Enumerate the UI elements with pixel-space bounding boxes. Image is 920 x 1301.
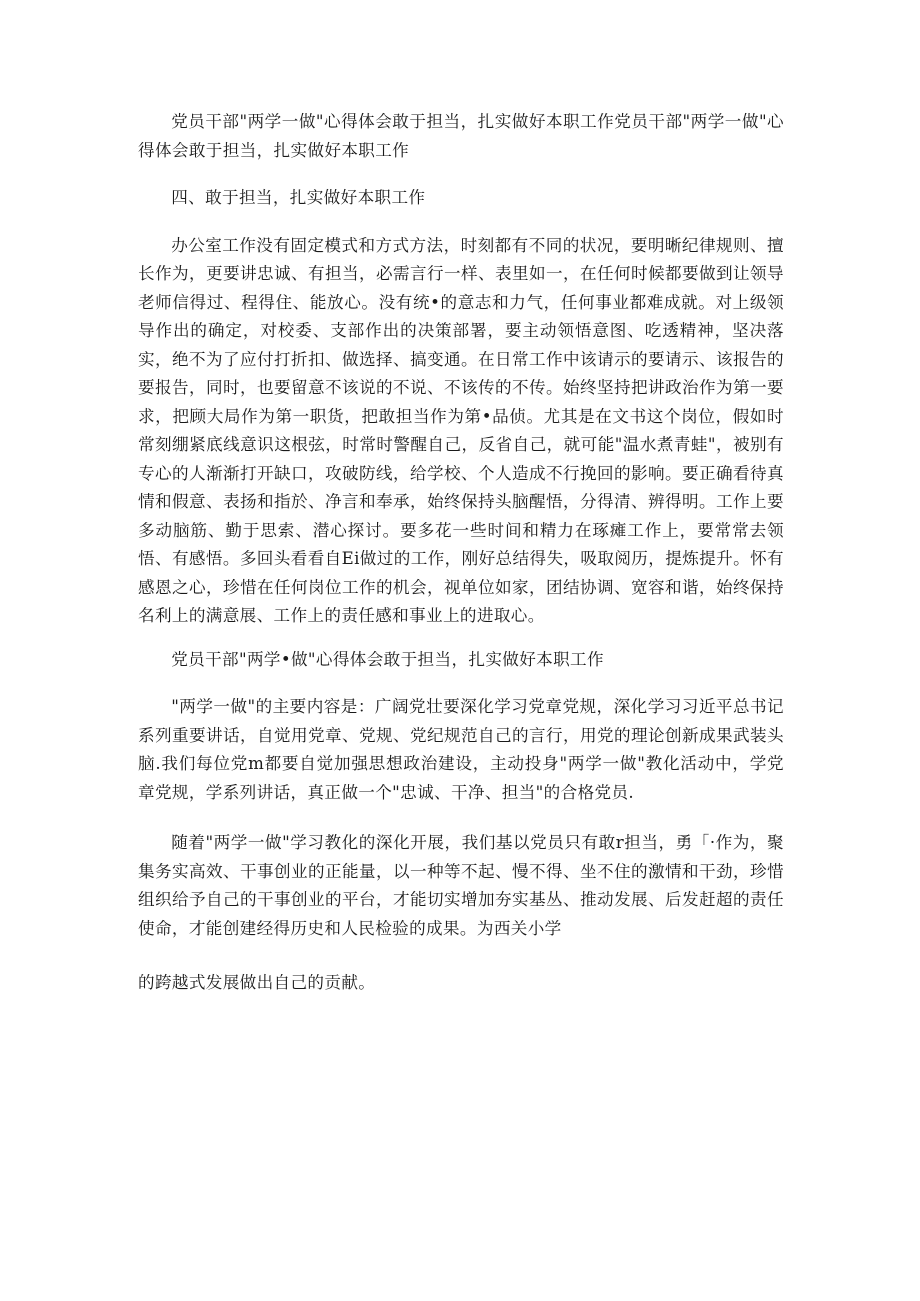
two-learn-one-do-paragraph: "两学一做"的主要内容是：广阔党壮要深化学习党章党规，深化学习习近平总书记系列重要讲话，自觉用党章、党规、党纪规范自己的言行，用党的理论创新成果武装头脑.我们每位党m都要自觉加强思想政治建设，主动投身"两学一做"教化活动中，学党章党规，学系列讲话，真正做一个"忠诚、干净、担当"的合格党员.	[138, 697, 784, 802]
closing-line: 的跨越式发展做出自己的贡献。	[138, 973, 376, 992]
responsibility-paragraph: 随着"两学一做"学习教化的深化开展，我们基以党员只有敢r担当，勇「·作为，聚集务实高效、干事创业的正能量，以一种等不起、慢不得、坐不住的激情和干劲，珍惜组织给予自己的干事创业的平台，才能切实增加夯实基丛、推动发展、后发赶超的责任使命，才能创建经得历史和人民检验的成果。为西关小学	[138, 833, 784, 938]
document-page	[138, 108, 784, 998]
office-work-paragraph: 办公室工作没有固定模式和方式方法，时刻都有不同的状况，要明晰纪律规则、擅长作为，更要讲忠诚、有担当，必需言行一样、表里如一，在任何时候都要做到让领导老师信得过、程得住、能放心。没有统•的意志和力气，任何事业都难成就。对上级领导作出的确定，对校委、支部作出的决策部署，要主动领悟意图、吃透精神，坚决落实，绝不为了应付打折扣、做选择、搞变通。在日常工作中该请示的要请示、该报告的要报告，同时，也要留意不该说的不说、不该传的不传。始终坚持把讲政治作为第一要求，把顾大局作为第一职货，把敢担当作为第•品侦。尤其是在文书这个岗位，假如时常刻绷紧底线意识这根弦，时常时警醒自己，反省自己，就可能"温水煮青蛙"，被别有专心的人渐渐打开缺口，攻破防线，给学校、个人造成不行挽回的影响。要正确看待真情和假意、表扬和指於、净言和奉承，始终保持头脑醒悟，分得清、辨得明。工作上要多动脑筋、勤于思索、潜心探讨。要多花一些时间和精力在琢瘫工作上，要常常去领悟、有感悟。多回头看看自Ei做过的工作，刚好总结得失，吸取阅历，提炼提升。怀有感恩之心，珍惜在任何岗位工作的机会，视单位如家，团结协调、宽容和谐，始终保持名利上的满意展、工作上的责任感和事业上的进取心。	[138, 235, 784, 625]
section-heading: 四、敢于担当，扎实做好本职工作	[171, 188, 426, 207]
subtitle-paragraph: 党员干部"两学•做"心得体会敢于担当，扎实做好本职工作	[171, 649, 604, 669]
intro-paragraph: 党员干部"两学一做"心得体会敢于担当，扎实做好本职工作党员干部"两学一做"心得体会敢于担当，扎实做好本职工作	[138, 112, 784, 160]
